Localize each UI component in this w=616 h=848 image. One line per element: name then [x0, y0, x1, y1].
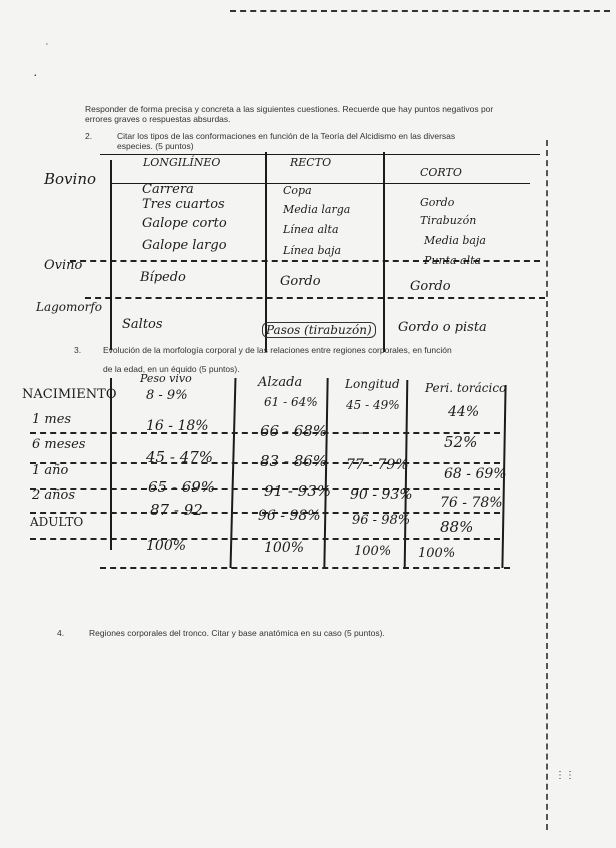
q3-cell: – [358, 425, 365, 441]
q4-number: 4. [57, 628, 65, 638]
q4-text: Regiones corporales del tronco. Citar y base anatómica en su caso (5 puntos). [89, 628, 385, 638]
q3-text-line2: de la edad, en un équido (5 puntos). [103, 364, 240, 374]
q3-cell: 61 - 64% [264, 395, 318, 409]
q2-text-line2: especies. (5 puntos) [117, 141, 194, 151]
q2-cell: Tirabuzón [420, 214, 477, 227]
q2-cell: Tres cuartos [142, 197, 225, 212]
q3-cell: 45 - 47% [146, 448, 214, 466]
q3-grid-line [100, 567, 510, 569]
q2-number: 2. [85, 131, 93, 141]
q2-grid-line [85, 297, 545, 299]
q2-cell: Galope largo [142, 238, 227, 253]
q3-row-label: ADULTO [30, 515, 84, 529]
q3-cell: 96 - 98% [352, 513, 411, 528]
q2-col-header: RECTO [290, 156, 332, 169]
q3-cell: 52% [444, 433, 478, 451]
speck: · [33, 66, 38, 82]
q3-cell: 87 - 92 [150, 501, 203, 519]
q2-cell: Línea alta [283, 223, 339, 236]
q3-cell: 66 - 68% [260, 422, 328, 440]
q3-cell: 8 - 9% [146, 388, 188, 403]
q2-grid-line [100, 154, 540, 155]
q3-row-label: 1 mes [32, 412, 72, 427]
q3-col-header: Peri. torácico [425, 381, 507, 395]
q2-cell: Media larga [283, 203, 351, 216]
q3-cell: 76 - 78% [440, 495, 503, 511]
intro-text: Responder de forma precisa y concreta a las siguientes cuestiones. Recuerde que hay puntos negativos por errores graves o respuestas absurdas. [85, 104, 494, 124]
q3-row-label: 2 años [32, 488, 76, 503]
q3-cell: 16 - 18% [146, 418, 209, 434]
speck: ˑ [45, 38, 49, 54]
q3-grid-line [110, 378, 112, 550]
q3-cell: 83 - 86% [260, 452, 328, 470]
q2-cell: Copa [283, 184, 312, 197]
q2-cell: Bípedo [140, 270, 186, 285]
q2-row-label: Ovino [44, 258, 83, 273]
q2-cell: Carrera [142, 182, 194, 197]
q2-row-label: Bovino [44, 170, 97, 188]
q3-cell: 100% [354, 544, 392, 559]
q3-cell: 100% [146, 538, 187, 554]
q2-col-header: LONGILÍNEO [143, 156, 221, 169]
q2-cell: Media baja [424, 234, 486, 247]
q2-row-label: Lagomorfo [36, 300, 103, 314]
q3-text-line1: Evolución de la morfología corporal y de las relaciones entre regiones corporales, en función [103, 345, 452, 355]
q2-cell: Gordo [410, 279, 451, 294]
q3-cell: 90 - 93% [350, 487, 413, 503]
q2-text-line1: Citar los tipos de las conformaciones en función de la Teoría del Alcidismo en las diversas [117, 131, 456, 141]
q2-cell: Pasos (tirabuzón) [262, 322, 376, 338]
q3-row-label: 1 año [32, 463, 69, 478]
q3-cell: 88% [440, 518, 474, 536]
q3-cell: 96 - 98% [258, 508, 321, 524]
q3-cell: 100% [418, 546, 456, 561]
q3-col-header: Alzada [258, 375, 303, 390]
q2-col-header: CORTO [420, 166, 462, 179]
q3-cell: 77 - 79% [346, 457, 409, 473]
q2-cell: Punta alta [424, 254, 482, 267]
q3-cell: 100% [264, 540, 305, 556]
q2-cell: Gordo o pista [398, 320, 487, 335]
q2-grid-line [383, 152, 385, 352]
q3-cell: 65 - 69% [148, 478, 216, 496]
q3-row-label: 6 meses [32, 437, 86, 452]
q3-col-header: Peso vivo [140, 372, 192, 385]
q3-cell: 44% [448, 404, 480, 420]
q2-cell: Línea baja [283, 244, 342, 257]
q2-cell: Gordo [280, 274, 321, 289]
q3-row-label: NACIMIENTO [22, 387, 117, 402]
top-dashed-edge [230, 10, 610, 14]
q3-cell: 45 - 49% [346, 398, 400, 412]
q2-cell: Saltos [122, 317, 163, 332]
q3-cell: 68 - 69% [444, 466, 507, 482]
right-dashed-edge [546, 140, 551, 830]
q2-cell: Gordo [420, 196, 455, 209]
q3-col-header: Longitud [345, 377, 400, 391]
margin-scribble: ⋮⋮ [555, 770, 575, 781]
q2-grid-line [110, 160, 112, 350]
q3-cell: 91 - 93% [264, 482, 332, 500]
q3-number: 3. [74, 345, 82, 355]
q2-cell: Galope corto [142, 216, 227, 231]
